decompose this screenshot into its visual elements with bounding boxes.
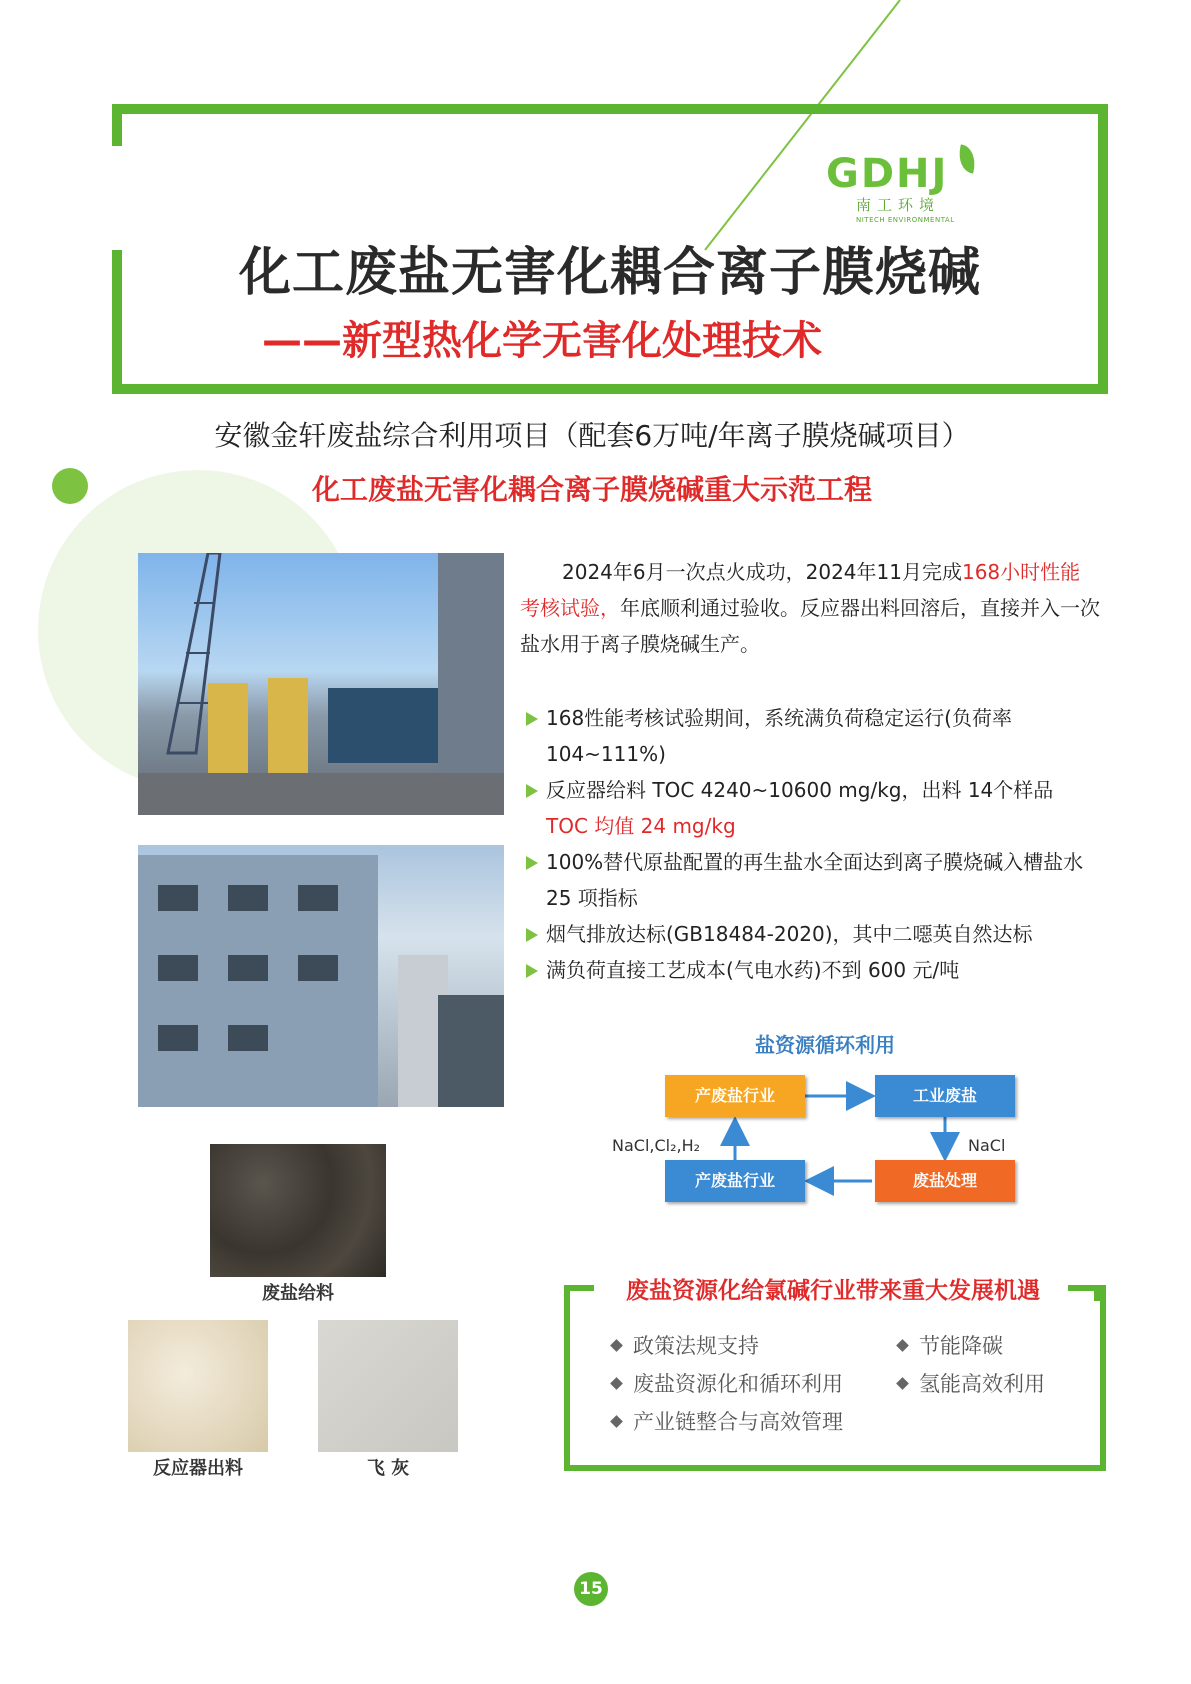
intro-text-part1: 2024年6月一次点火成功，2024年11月完成: [562, 560, 962, 584]
list-item: [526, 844, 1106, 916]
opportunity-title: 废盐资源化给氯碱行业带来重大发展机遇: [600, 1276, 1066, 1306]
logo-name-en: NITECH ENVIRONMENTAL: [856, 216, 955, 224]
page-title: 化工废盐无害化耦合离子膜烧碱: [238, 243, 981, 303]
building-photo-illustration: [138, 845, 504, 1107]
list-item: [526, 916, 1106, 952]
title-frame-right: [1098, 104, 1108, 394]
key-results-list: [526, 700, 1106, 988]
list-item: [526, 772, 1106, 844]
fly-ash-photo: [318, 1320, 458, 1452]
waste-salt-feed-photo: [210, 1144, 386, 1277]
flow-label-products: NaCl,Cl₂,H₂: [612, 1136, 701, 1155]
list-item: [526, 700, 1106, 772]
flow-label-nacl: NaCl: [968, 1136, 1006, 1155]
opportunity-item: [612, 1332, 759, 1360]
plant-photo-exterior: [138, 553, 504, 815]
caption-fly-ash: 飞 灰: [366, 1458, 410, 1479]
opportunity-frame-side-right: [1094, 1285, 1100, 1301]
opportunity-item: [612, 1408, 843, 1436]
flow-box-salt-industry-top: 产废盐行业: [665, 1075, 805, 1117]
opportunity-item-text: 废盐资源化和循环利用: [633, 1372, 843, 1396]
triangle-bullet-icon: [526, 928, 538, 942]
flow-diagram-title: 盐资源循环利用: [755, 1033, 895, 1057]
intro-highlight: 168小时性能考核试验，: [520, 560, 1081, 620]
page-subtitle: ——新型热化学无害化处理技术: [262, 318, 822, 364]
opportunity-item: [898, 1370, 1045, 1398]
title-frame-top: [112, 104, 1108, 114]
title-frame-bottom: [112, 384, 1108, 394]
logo-mark: GDHJ: [826, 151, 949, 197]
reactor-output-photo: [128, 1320, 268, 1452]
diamond-bullet-icon: [610, 1339, 623, 1352]
opportunity-item-text: 产业链整合与高效管理: [633, 1410, 843, 1434]
triangle-bullet-icon: [526, 712, 538, 726]
caption-reactor-output: 反应器出料: [153, 1458, 243, 1479]
diamond-bullet-icon: [896, 1339, 909, 1352]
diamond-bullet-icon: [610, 1415, 623, 1428]
opportunity-item: [612, 1370, 843, 1398]
bullet-highlight: TOC 均值 24 mg/kg: [546, 814, 736, 838]
bullet-text: 反应器给料 TOC 4240~10600 mg/kg，出料 14个样品: [546, 778, 1054, 802]
opportunity-item: [898, 1332, 1003, 1360]
title-frame-left-lower: [112, 250, 122, 394]
intro-paragraph: [520, 554, 1100, 662]
opportunity-item-text: 政策法规支持: [633, 1334, 759, 1358]
intro-text-part2: 年底顺利通过验收。反应器出料回溶后，直接并入一次盐水用于离子膜烧碱生产。: [520, 596, 1100, 656]
bullet-text: 满负荷直接工艺成本(气电水药)不到 600 元/吨: [546, 958, 960, 982]
opportunity-frame-side-left: [564, 1285, 570, 1301]
title-frame-left-upper: [112, 104, 122, 146]
page-number: 15: [574, 1572, 608, 1606]
bullet-text: 168性能考核试验期间，系统满负荷稳定运行(负荷率104~111%): [546, 706, 1012, 766]
plant-photo-illustration: [138, 553, 504, 815]
triangle-bullet-icon: [526, 784, 538, 798]
flow-box-waste-salt-treatment: 废盐处理: [875, 1160, 1015, 1202]
diamond-bullet-icon: [896, 1377, 909, 1390]
opportunity-item-text: 氢能高效利用: [919, 1372, 1045, 1396]
opportunity-item-text: 节能降碳: [919, 1334, 1003, 1358]
caption-waste-salt-feed: 废盐给料: [262, 1283, 334, 1304]
company-logo: [826, 152, 996, 232]
project-title: 安徽金轩废盐综合利用项目（配套6万吨/年离子膜烧碱项目）: [214, 419, 970, 452]
triangle-bullet-icon: [526, 964, 538, 978]
logo-name-cn: 南工环境: [856, 196, 941, 214]
flow-box-industrial-waste-salt: 工业废盐: [875, 1075, 1015, 1117]
green-dot-decoration: [52, 468, 88, 504]
flow-box-salt-industry-bottom: 产废盐行业: [665, 1160, 805, 1202]
plant-photo-building: [138, 845, 504, 1107]
bullet-text: 100%替代原盐配置的再生盐水全面达到离子膜烧碱入槽盐水 25 项指标: [546, 850, 1084, 910]
triangle-bullet-icon: [526, 856, 538, 870]
project-subtitle: 化工废盐无害化耦合离子膜烧碱重大示范工程: [311, 473, 872, 506]
bullet-text: 烟气排放达标(GB18484-2020)，其中二噁英自然达标: [546, 922, 1033, 946]
list-item: [526, 952, 1106, 988]
diamond-bullet-icon: [610, 1377, 623, 1390]
